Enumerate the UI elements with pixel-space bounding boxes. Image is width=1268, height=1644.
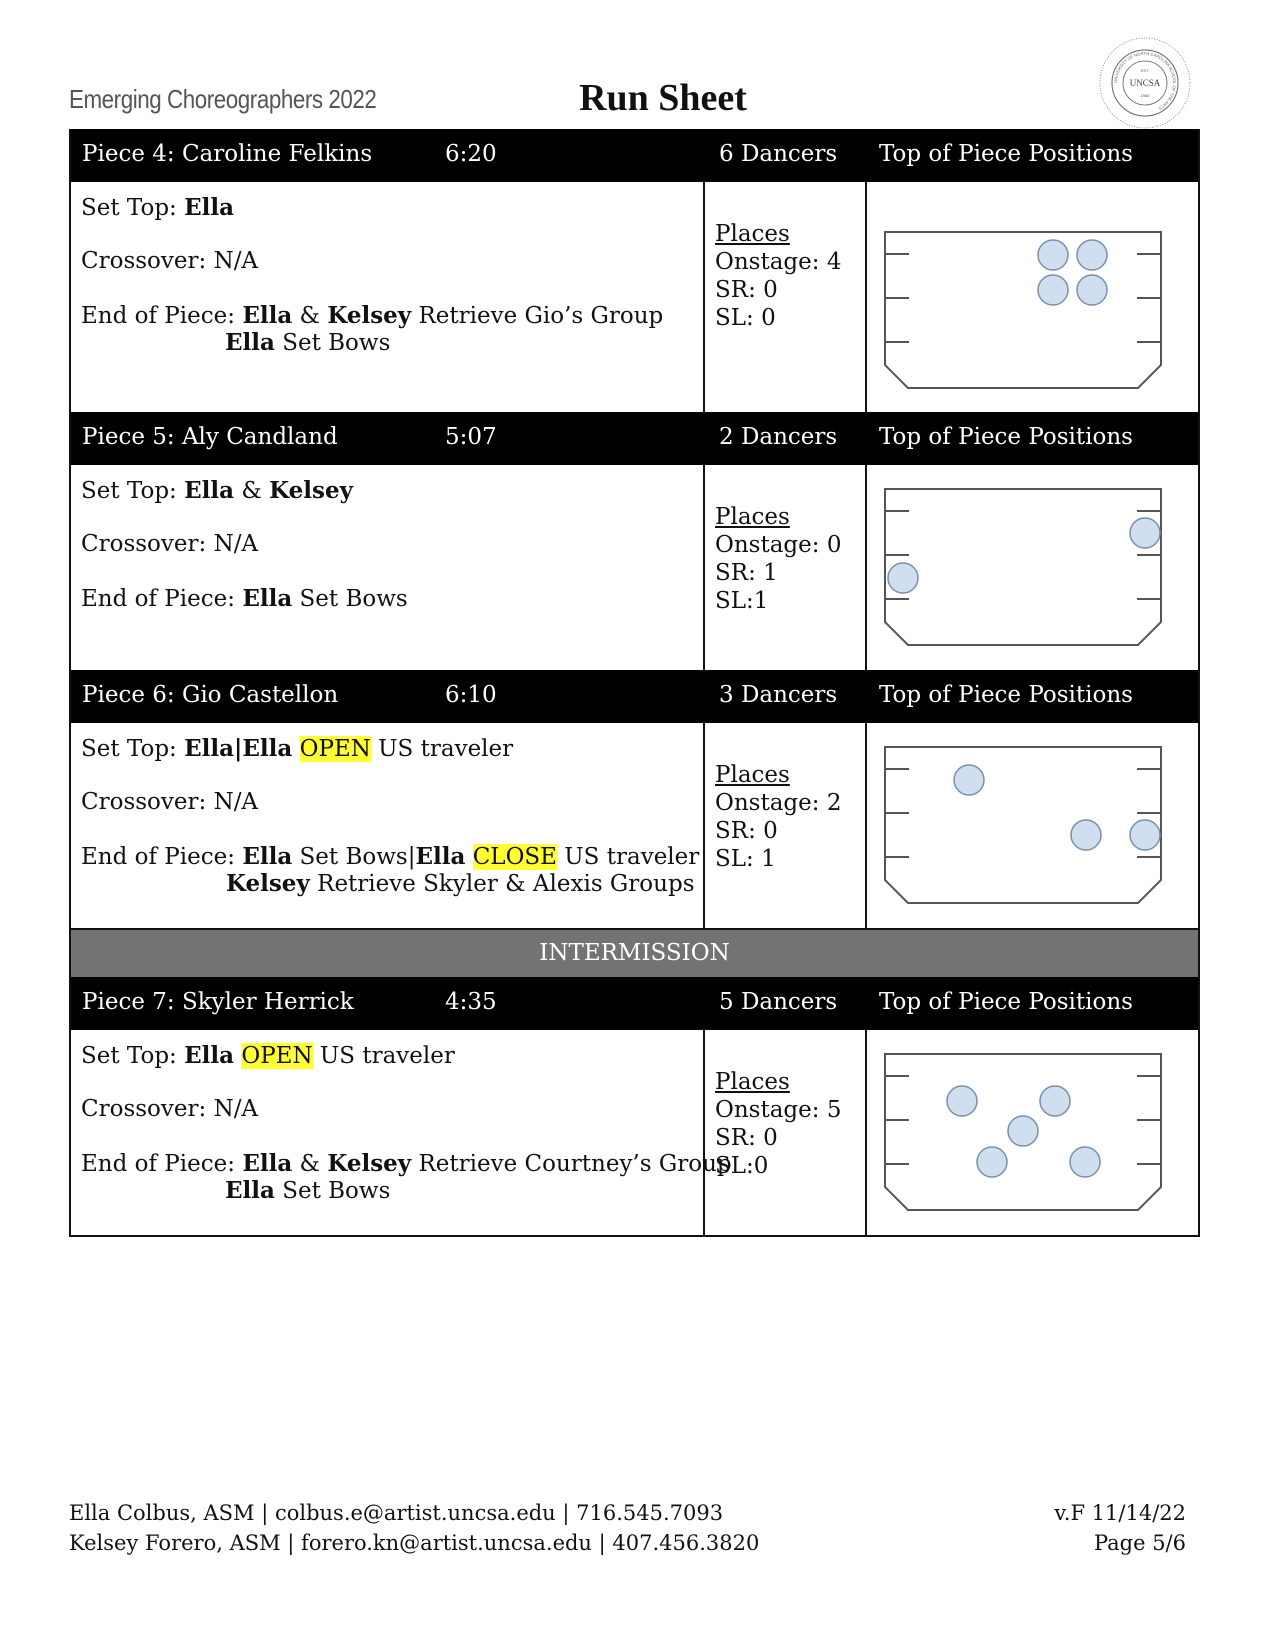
end-of-piece-line: End of Piece: Ella Set Bows|Ella CLOSE US traveler xyxy=(81,843,700,870)
onstage-count: Onstage: 2 xyxy=(715,790,842,816)
end-of-piece-line-2: Ella Set Bows xyxy=(225,329,391,356)
sl-count: SL: 1 xyxy=(715,846,776,872)
set-top-line: Set Top: Ella OPEN US traveler xyxy=(81,1042,455,1069)
positions-cell xyxy=(867,182,1198,412)
positions-cell xyxy=(867,1030,1198,1235)
crossover-line: Crossover: N/A xyxy=(81,1096,259,1122)
page-number: Page 5/6 xyxy=(1093,1531,1186,1555)
dancer-marker xyxy=(1071,820,1101,850)
seal-text: UNCSA xyxy=(1129,78,1161,88)
dancer-marker xyxy=(1077,240,1107,270)
version-label: v.F 11/14/22 xyxy=(1054,1501,1186,1525)
end-of-piece-line: End of Piece: Ella & Kelsey Retrieve Gio’s Group xyxy=(81,302,664,329)
page-title: Run Sheet xyxy=(579,77,747,119)
dancer-marker xyxy=(1038,240,1068,270)
places-label: Places xyxy=(715,504,790,530)
dancer-marker xyxy=(977,1147,1007,1177)
sr-count: SR: 1 xyxy=(715,560,778,586)
dancer-marker xyxy=(1130,820,1160,850)
piece-header xyxy=(71,129,1198,182)
positions-header: Top of Piece Positions xyxy=(879,682,1133,708)
onstage-count: Onstage: 5 xyxy=(715,1097,842,1123)
end-of-piece-line-2: Ella Set Bows xyxy=(225,1177,391,1204)
onstage-count: Onstage: 0 xyxy=(715,532,842,558)
places-cell xyxy=(705,465,867,670)
piece-title: Piece 5: Aly Candland xyxy=(82,424,338,450)
positions-header: Top of Piece Positions xyxy=(879,989,1133,1015)
run-sheet-table xyxy=(69,129,1200,1237)
piece-header xyxy=(71,412,1198,465)
contact-kelsey: Kelsey Forero, ASM | forero.kn@artist.uncsa.edu | 407.456.3820 xyxy=(69,1531,760,1555)
sr-count: SR: 0 xyxy=(715,277,778,303)
piece-header xyxy=(71,670,1198,723)
dancer-marker xyxy=(1038,275,1068,305)
places-label: Places xyxy=(715,762,790,788)
close-highlight: CLOSE xyxy=(472,844,557,870)
dancer-marker xyxy=(1070,1147,1100,1177)
dancer-marker xyxy=(1130,518,1160,548)
piece-body xyxy=(71,1030,1198,1235)
piece-title: Piece 4: Caroline Felkins xyxy=(82,141,373,167)
piece-title: Piece 6: Gio Castellon xyxy=(82,682,339,708)
dancer-marker xyxy=(1008,1116,1038,1146)
uncsa-seal-logo xyxy=(1098,36,1192,130)
positions-header: Top of Piece Positions xyxy=(879,424,1133,450)
dancer-marker xyxy=(947,1086,977,1116)
intermission-bar: INTERMISSION xyxy=(71,928,1198,977)
places-cell xyxy=(705,1030,867,1235)
dancer-marker xyxy=(954,765,984,795)
svg-text:1965: 1965 xyxy=(1140,93,1150,98)
cue-notes xyxy=(71,465,705,670)
dancer-marker xyxy=(1077,275,1107,305)
crossover-line: Crossover: N/A xyxy=(81,789,259,815)
open-highlight: OPEN xyxy=(241,1043,313,1069)
crossover-line: Crossover: N/A xyxy=(81,248,259,274)
dancer-count: 3 Dancers xyxy=(719,682,838,708)
piece-header xyxy=(71,977,1198,1030)
footer-contacts xyxy=(69,1498,759,1558)
dancer-count: 5 Dancers xyxy=(719,989,838,1015)
piece-body xyxy=(71,723,1198,928)
sr-count: SR: 0 xyxy=(715,1125,778,1151)
positions-cell xyxy=(867,465,1198,670)
open-highlight: OPEN xyxy=(299,736,371,762)
cue-notes xyxy=(71,723,705,928)
end-of-piece-line: End of Piece: Ella Set Bows xyxy=(81,585,408,612)
places-cell xyxy=(705,182,867,412)
contact-ella: Ella Colbus, ASM | colbus.e@artist.uncsa.edu | 716.545.7093 xyxy=(69,1501,724,1525)
set-top-line: Set Top: Ella xyxy=(81,194,235,221)
sl-count: SL:1 xyxy=(715,588,769,614)
event-title: Emerging Choreographers 2022 xyxy=(69,84,377,114)
dancer-marker xyxy=(1040,1086,1070,1116)
piece-duration: 4:35 xyxy=(445,989,497,1015)
places-label: Places xyxy=(715,221,790,247)
svg-text:UNIVERSITY OF NORTH CAROLINA S: UNIVERSITY OF NORTH CAROLINA SCHOOL OF THE ARTS xyxy=(1112,50,1178,112)
dancer-marker xyxy=(888,563,918,593)
places-label: Places xyxy=(715,1069,790,1095)
piece-title: Piece 7: Skyler Herrick xyxy=(82,989,354,1015)
dancer-count: 2 Dancers xyxy=(719,424,838,450)
places-cell xyxy=(705,723,867,928)
sl-count: SL:0 xyxy=(715,1153,769,1179)
piece-body xyxy=(71,465,1198,670)
onstage-count: Onstage: 4 xyxy=(715,249,842,275)
dancer-count: 6 Dancers xyxy=(719,141,838,167)
set-top-line: Set Top: Ella|Ella OPEN US traveler xyxy=(81,735,514,762)
end-of-piece-line-2: Kelsey Retrieve Skyler & Alexis Groups xyxy=(226,870,695,897)
end-of-piece-line: End of Piece: Ella & Kelsey Retrieve Courtney’s Group xyxy=(81,1150,732,1177)
stage-diagram xyxy=(883,487,1163,649)
sr-count: SR: 0 xyxy=(715,818,778,844)
piece-duration: 6:10 xyxy=(445,682,497,708)
footer-meta xyxy=(1054,1498,1186,1558)
stage-diagram xyxy=(883,230,1163,392)
stage-diagram xyxy=(883,745,1163,907)
positions-header: Top of Piece Positions xyxy=(879,141,1133,167)
svg-text:EST.: EST. xyxy=(1140,68,1150,73)
stage-diagram xyxy=(883,1052,1163,1214)
cue-notes xyxy=(71,1030,732,1235)
piece-duration: 6:20 xyxy=(445,141,497,167)
crossover-line: Crossover: N/A xyxy=(81,531,259,557)
piece-body xyxy=(71,182,1198,412)
sl-count: SL: 0 xyxy=(715,305,776,331)
set-top-line: Set Top: Ella & Kelsey xyxy=(81,477,353,504)
piece-duration: 5:07 xyxy=(445,424,497,450)
positions-cell xyxy=(867,723,1198,928)
cue-notes xyxy=(71,182,705,412)
